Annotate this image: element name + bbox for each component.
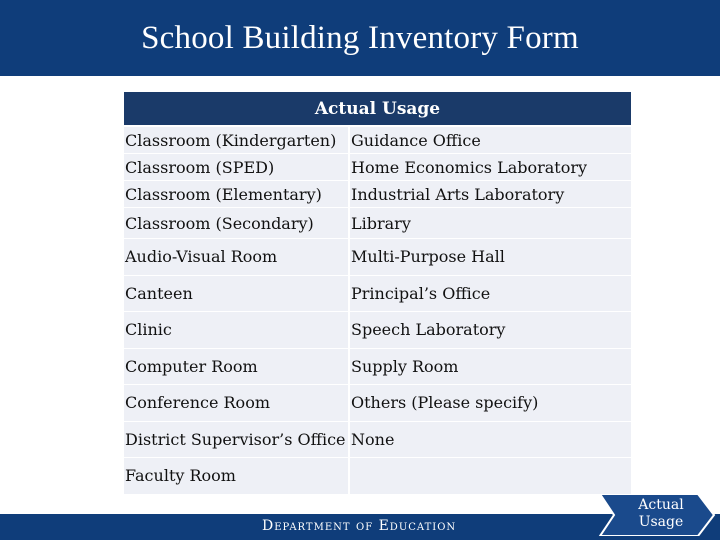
table-cell: Computer Room	[124, 349, 348, 385]
table-cell: Faculty Room	[124, 458, 348, 494]
page-title: School Building Inventory Form	[141, 19, 579, 56]
table-cell: Canteen	[124, 276, 348, 312]
table-cell: Industrial Arts Laboratory	[350, 181, 631, 207]
table-row	[124, 349, 631, 385]
table-cell: Classroom (Kindergarten)	[124, 127, 348, 153]
table-cell: District Supervisor’s Office	[124, 422, 348, 458]
table-cell: Clinic	[124, 312, 348, 348]
table-cell: Others (Please specify)	[350, 385, 631, 421]
table-cell: Guidance Office	[350, 127, 631, 153]
table-cell: Classroom (SPED)	[124, 154, 348, 180]
table-cell	[350, 458, 631, 494]
table-cell: Classroom (Secondary)	[124, 208, 348, 238]
table-cell: Multi-Purpose Hall	[350, 239, 631, 275]
table-cell: Principal’s Office	[350, 276, 631, 312]
table-cell: Home Economics Laboratory	[350, 154, 631, 180]
usage-table	[124, 126, 631, 495]
table-cell: Speech Laboratory	[350, 312, 631, 348]
table-row	[124, 127, 631, 153]
table-row	[124, 154, 631, 180]
department-label: Department of Education	[262, 518, 457, 534]
table-row	[124, 239, 631, 275]
table-row	[124, 422, 631, 458]
table-cell: Conference Room	[124, 385, 348, 421]
nav-button-label: Actual Usage	[638, 497, 684, 530]
table-row	[124, 181, 631, 207]
title-bar	[0, 0, 720, 76]
table-row	[124, 276, 631, 312]
table-cell: None	[350, 422, 631, 458]
table-row	[124, 458, 631, 494]
table-cell: Library	[350, 208, 631, 238]
actual-usage-nav-button[interactable]	[596, 494, 716, 536]
inventory-table	[124, 92, 631, 495]
table-row	[124, 385, 631, 421]
table-row	[124, 312, 631, 348]
table-row	[124, 208, 631, 238]
table-header: Actual Usage	[124, 92, 631, 125]
table-cell: Classroom (Elementary)	[124, 181, 348, 207]
table-cell: Audio-Visual Room	[124, 239, 348, 275]
table-cell: Supply Room	[350, 349, 631, 385]
